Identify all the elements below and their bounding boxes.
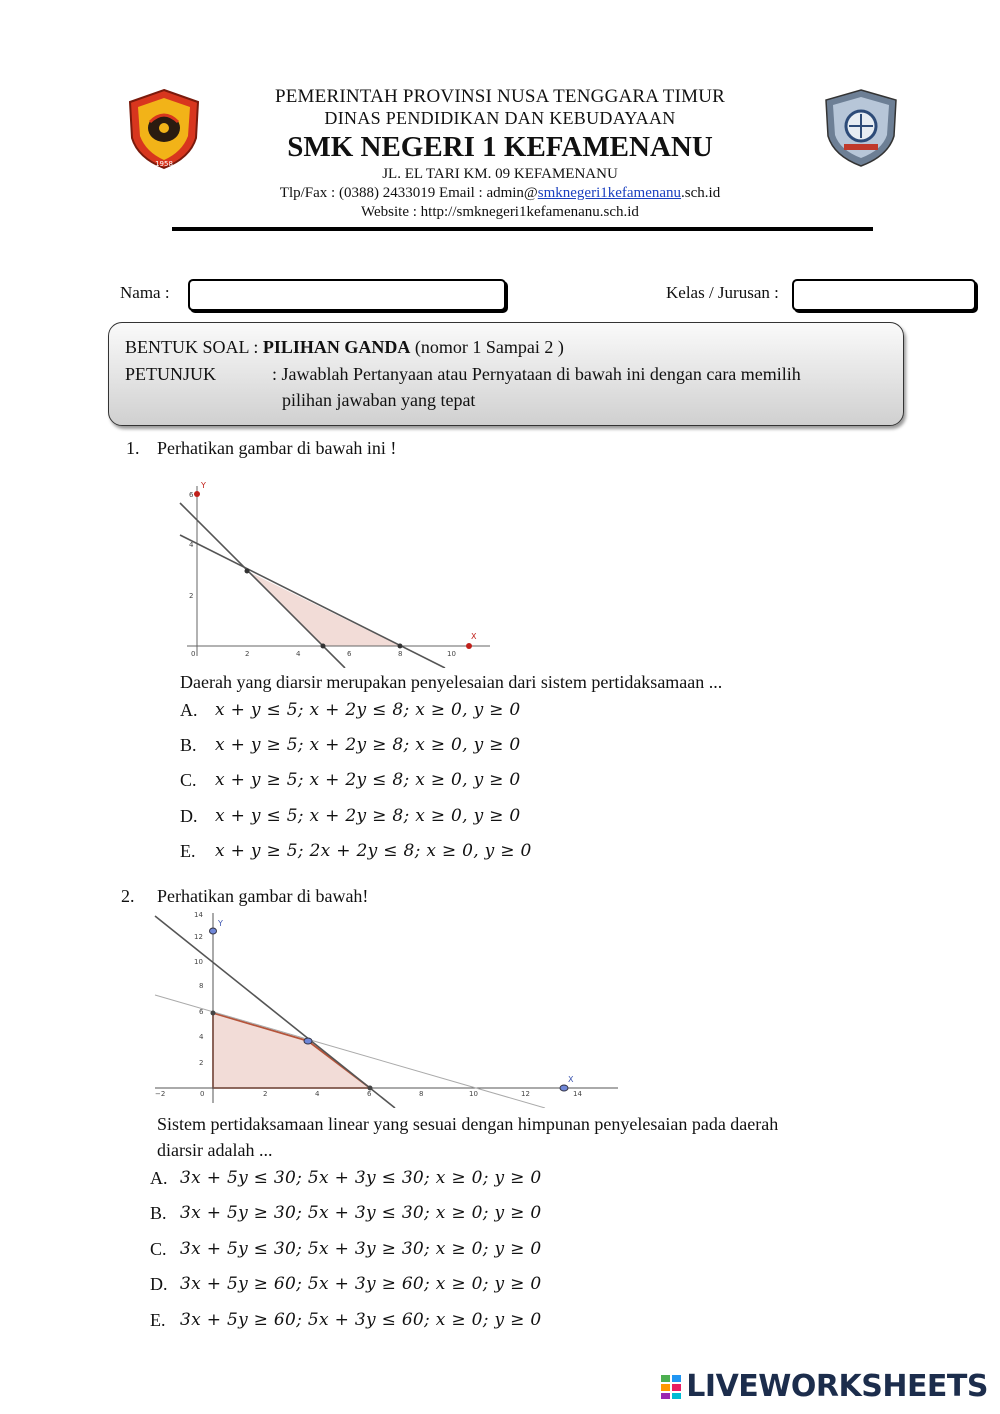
school-address: JL. EL TARI KM. 09 KEFAMENANU xyxy=(382,166,618,182)
q1-y-tick: 6 xyxy=(189,491,194,499)
q1-x-tick: 10 xyxy=(447,650,456,658)
q1-option-a[interactable]: x + y ≤ 5; x + 2y ≤ 8; x ≥ 0, y ≥ 0 xyxy=(215,700,521,720)
q1-x-axis-point xyxy=(466,643,472,649)
q2-question-line1: Sistem pertidaksamaan linear yang sesuai dengan himpunan penyelesaian pada daerah xyxy=(157,1114,779,1134)
q2-y-tick: 10 xyxy=(194,958,203,966)
name-input[interactable] xyxy=(188,279,506,311)
q1-x-axis-label: X xyxy=(471,632,477,641)
q1-x-tick: 4 xyxy=(296,650,301,658)
q1-x-tick: 8 xyxy=(398,650,403,658)
q2-question-line2: diarsir adalah ... xyxy=(157,1140,273,1160)
liveworksheets-logo-icon xyxy=(660,1374,682,1400)
q2-graph xyxy=(150,908,620,1108)
q1-y-axis-point xyxy=(194,491,200,497)
q2-x-tick: 2 xyxy=(263,1090,268,1098)
name-label: Nama : xyxy=(120,283,170,302)
q2-x-tick: 0 xyxy=(200,1090,205,1098)
q2-y-tick: 12 xyxy=(194,933,203,941)
q2-y-tick: 2 xyxy=(199,1059,204,1067)
q1-graph xyxy=(175,478,495,668)
q2-y-tick: 14 xyxy=(194,911,203,919)
school-contact xyxy=(0,185,1000,202)
q2-prompt: Perhatikan gambar di bawah! xyxy=(157,886,369,906)
q1-option-e[interactable]: x + y ≥ 5; 2x + 2y ≤ 8; x ≥ 0, y ≥ 0 xyxy=(215,841,532,861)
q2-x-tick: −2 xyxy=(155,1090,166,1098)
form-label: BENTUK SOAL : xyxy=(125,337,263,357)
logo-year: 1958 xyxy=(155,160,173,168)
hint-line2: pilihan jawaban yang tepat xyxy=(282,390,476,410)
q2-option-e-letter: E. xyxy=(150,1310,166,1330)
q2-option-d-letter: D. xyxy=(150,1274,168,1294)
q2-option-a[interactable]: 3x + 5y ≤ 30; 5x + 3y ≤ 30; x ≥ 0; y ≥ 0 xyxy=(180,1168,542,1188)
q2-number: 2. xyxy=(121,886,135,906)
q1-line-x-plus-y xyxy=(180,503,345,668)
q2-x-tick: 6 xyxy=(367,1090,372,1098)
q2-option-c-letter: C. xyxy=(150,1239,167,1259)
q1-y-tick: 4 xyxy=(189,541,194,549)
q2-y-tick: 4 xyxy=(199,1033,204,1041)
question-form xyxy=(125,337,564,358)
q1-option-e-letter: E. xyxy=(180,841,196,861)
q1-question: Daerah yang diarsir merupakan penyelesaian dari sistem pertidaksamaan ... xyxy=(180,672,723,692)
q1-option-b[interactable]: x + y ≥ 5; x + 2y ≥ 8; x ≥ 0, y ≥ 0 xyxy=(215,735,521,755)
q1-number: 1. xyxy=(126,438,140,458)
q2-y-axis-point xyxy=(210,928,217,934)
header-divider xyxy=(172,227,873,231)
form-type: PILIHAN GANDA xyxy=(262,337,411,357)
q2-y-tick: 8 xyxy=(199,982,204,990)
q1-option-d[interactable]: x + y ≤ 5; x + 2y ≥ 8; x ≥ 0, y ≥ 0 xyxy=(215,806,521,826)
q2-option-e[interactable]: 3x + 5y ≥ 60; 5x + 3y ≤ 60; x ≥ 0; y ≥ 0 xyxy=(180,1310,542,1330)
q1-option-c-letter: C. xyxy=(180,770,197,790)
contact-text: Tlp/Fax : (0388) 2433019 Email : admin@ xyxy=(279,185,538,201)
q2-option-a-letter: A. xyxy=(150,1168,168,1188)
school-name: SMK NEGERI 1 KEFAMENANU xyxy=(287,131,713,163)
q1-option-c[interactable]: x + y ≥ 5; x + 2y ≤ 8; x ≥ 0, y ≥ 0 xyxy=(215,770,521,790)
q2-x-tick: 12 xyxy=(521,1090,530,1098)
q1-option-a-letter: A. xyxy=(180,700,198,720)
q1-option-d-letter: D. xyxy=(180,806,198,826)
q2-y-axis-label: Y xyxy=(218,919,223,928)
header-government: PEMERINTAH PROVINSI NUSA TENGGARA TIMUR xyxy=(274,86,725,107)
contact-suffix: .sch.id xyxy=(681,185,721,201)
q1-line-x-plus-2y xyxy=(180,535,445,668)
hint-line1: : Jawablah Pertanyaan atau Pernyataan di bawah ini dengan cara memilih xyxy=(272,364,801,384)
q2-x-tick: 14 xyxy=(573,1090,582,1098)
q1-y-axis-label: Y xyxy=(201,481,206,490)
q1-prompt: Perhatikan gambar di bawah ini ! xyxy=(157,438,397,458)
email-link[interactable]: smknegeri1kefamenanu xyxy=(537,185,682,201)
q2-intersection-point xyxy=(304,1038,312,1044)
q1-y-tick: 2 xyxy=(189,592,194,600)
q2-x-axis-point xyxy=(560,1085,568,1091)
brand-text[interactable]: LIVEWORKSHEETS xyxy=(686,1369,988,1404)
hint-label: PETUNJUK xyxy=(125,364,217,384)
school-website: Website : http://smknegeri1kefamenanu.sch.id xyxy=(361,204,639,220)
form-range: (nomor 1 Sampai 2 ) xyxy=(410,337,564,357)
q1-x-tick: 6 xyxy=(347,650,352,658)
class-label: Kelas / Jurusan : xyxy=(666,283,779,302)
liveworksheets-brand xyxy=(660,1369,988,1404)
q2-option-b-letter: B. xyxy=(150,1203,167,1223)
q2-x-tick: 4 xyxy=(315,1090,320,1098)
q2-option-d[interactable]: 3x + 5y ≥ 60; 5x + 3y ≥ 60; x ≥ 0; y ≥ 0 xyxy=(180,1274,542,1294)
q2-option-b[interactable]: 3x + 5y ≥ 30; 5x + 3y ≤ 30; x ≥ 0; y ≥ 0 xyxy=(180,1203,542,1223)
q2-y-tick: 6 xyxy=(199,1008,204,1016)
class-input[interactable] xyxy=(792,279,976,311)
q2-x-tick: 10 xyxy=(469,1090,478,1098)
q2-x-tick: 8 xyxy=(419,1090,424,1098)
q2-option-c[interactable]: 3x + 5y ≤ 30; 5x + 3y ≥ 30; x ≥ 0; y ≥ 0 xyxy=(180,1239,542,1259)
header-department: DINAS PENDIDIKAN DAN KEBUDAYAAN xyxy=(324,108,676,128)
q2-x-axis-label: X xyxy=(568,1075,574,1084)
q1-option-b-letter: B. xyxy=(180,735,197,755)
q1-x-tick: 2 xyxy=(245,650,250,658)
q1-x-tick: 0 xyxy=(191,650,196,658)
